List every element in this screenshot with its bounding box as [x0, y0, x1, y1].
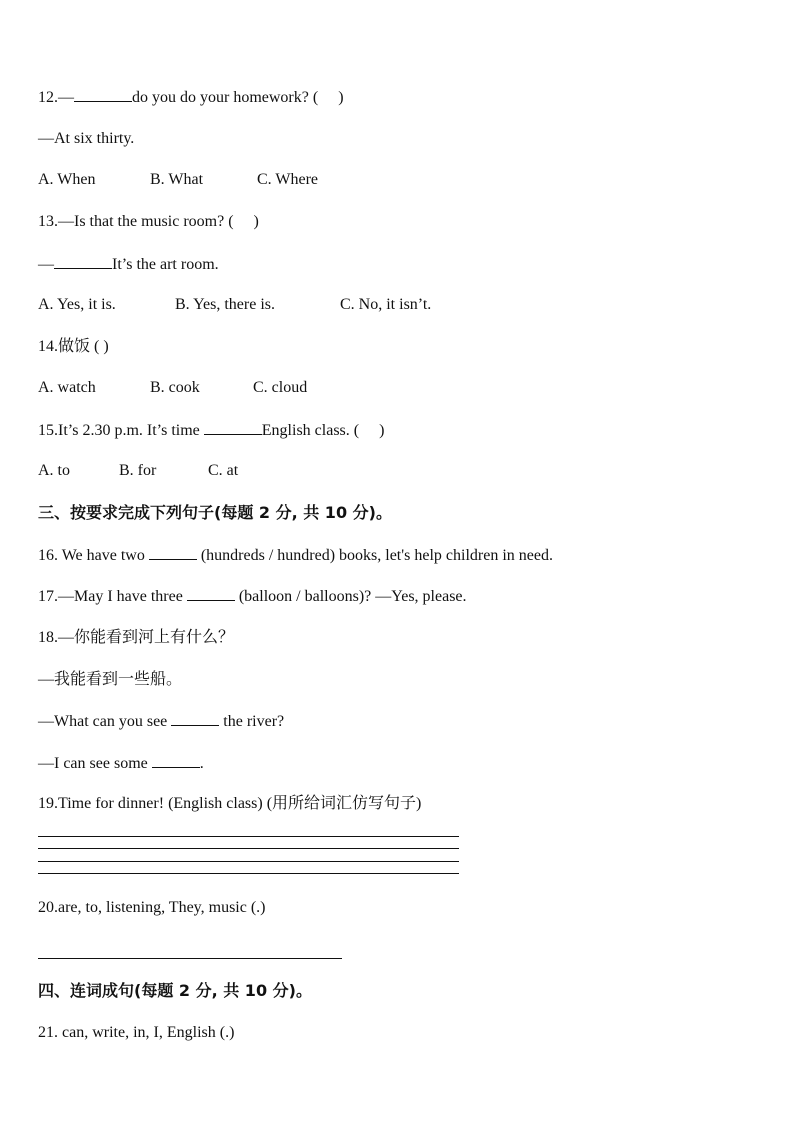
q12-blank[interactable]	[74, 87, 132, 102]
q14-paren: ( )	[94, 338, 109, 355]
q18-line-2: —我能看到一些船。	[38, 671, 183, 688]
q19-answer-line-1[interactable]	[38, 836, 459, 837]
q12-answer: —At six thirty.	[38, 130, 135, 147]
q12-option-c[interactable]: C. Where	[257, 171, 319, 188]
q14-options	[38, 378, 307, 398]
q12-dash: —	[58, 89, 74, 106]
q13-option-c[interactable]: C. No, it isn’t.	[340, 296, 432, 313]
question-12	[38, 87, 344, 108]
q18-line3-before: —What can you see	[38, 713, 168, 730]
q15-before: 15.It’s 2.30 p.m. It’s time	[38, 422, 200, 439]
q17-before: 17.—May I have three	[38, 588, 183, 605]
q15-option-c[interactable]: C. at	[208, 462, 239, 479]
q14-option-c[interactable]: C. cloud	[253, 379, 308, 396]
q15-blank[interactable]	[204, 420, 262, 435]
q20-answer-line[interactable]	[38, 958, 342, 959]
q13-close: )	[253, 213, 259, 230]
q17-after: (balloon / balloons)? —Yes, please.	[238, 588, 467, 605]
q16-before: 16. We have two	[38, 547, 145, 564]
q13-reply	[38, 254, 219, 275]
q17-blank[interactable]	[187, 586, 235, 601]
q19-answer-line-2[interactable]	[38, 848, 459, 849]
q15-close: )	[379, 422, 385, 439]
q18-line4-after: .	[199, 755, 204, 772]
q19-answer-line-3[interactable]	[38, 861, 459, 862]
q13-stem: 13.—Is that the music room? (	[38, 213, 234, 230]
question-20: 20.are, to, listening, They, music (.)	[38, 899, 266, 916]
q18-line-1: 18.—你能看到河上有什么？	[38, 629, 235, 646]
q12-option-b[interactable]: B. What	[150, 171, 204, 188]
q13-blank[interactable]	[54, 254, 112, 269]
q15-options	[38, 461, 238, 481]
question-21: 21. can, write, in, I, English (.)	[38, 1024, 235, 1041]
question-19: 19.Time for dinner! (English class) (用所给词汇仿写句子)	[38, 795, 422, 812]
q14-option-a[interactable]: A. watch	[38, 379, 96, 396]
q13-options	[38, 295, 431, 315]
q19-answer-line-4[interactable]	[38, 873, 459, 874]
question-17	[38, 586, 467, 607]
question-16	[38, 545, 553, 566]
q14-stem: 14.做饭	[38, 338, 91, 355]
q15-option-b[interactable]: B. for	[119, 462, 157, 479]
q13-option-a[interactable]: A. Yes, it is.	[38, 296, 116, 313]
q18-line4-before: —I can see some	[38, 755, 148, 772]
q16-after: (hundreds / hundred) books, let's help children in need.	[200, 547, 553, 564]
question-13	[38, 212, 259, 232]
q12-number: 12.	[38, 89, 58, 106]
question-14	[38, 337, 109, 357]
question-15	[38, 420, 384, 441]
q12-option-a[interactable]: A. When	[38, 171, 96, 188]
q12-text: do you do your homework? (	[132, 89, 319, 106]
q16-blank[interactable]	[149, 545, 197, 560]
section-4-title: 四、连词成句(每题 2 分, 共 10 分)。	[38, 981, 312, 1000]
q13-option-b[interactable]: B. Yes, there is.	[175, 296, 276, 313]
q13-dash: —	[38, 256, 54, 273]
q13-after: It’s the art room.	[112, 256, 219, 273]
q18-blank-1[interactable]	[171, 711, 219, 726]
q14-option-b[interactable]: B. cook	[150, 379, 200, 396]
q18-line-4	[38, 753, 204, 774]
q15-option-a[interactable]: A. to	[38, 462, 70, 479]
q12-close: )	[338, 89, 344, 106]
q18-line3-after: the river?	[223, 713, 285, 730]
q18-line-3	[38, 711, 284, 732]
section-3-title: 三、按要求完成下列句子(每题 2 分, 共 10 分)。	[38, 503, 392, 522]
q15-after: English class. (	[261, 422, 360, 439]
q18-blank-2[interactable]	[152, 753, 200, 768]
q12-options	[38, 170, 318, 190]
